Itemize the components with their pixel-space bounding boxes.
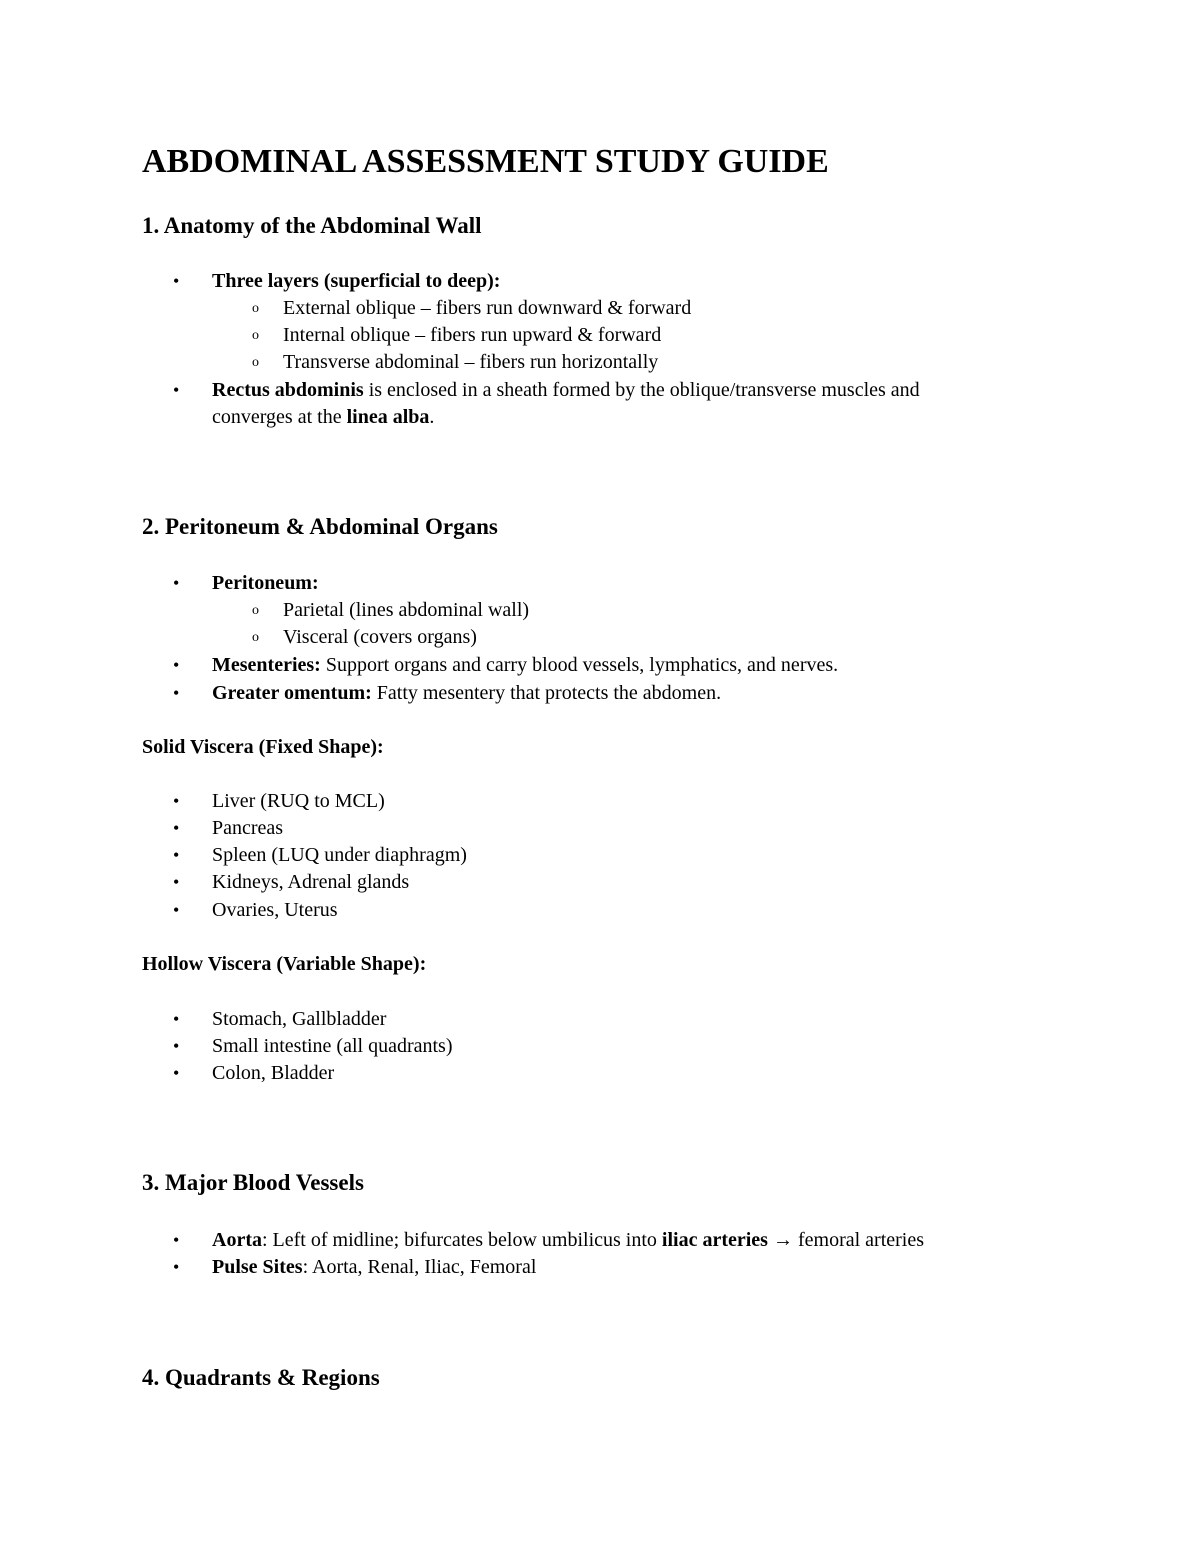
peritoneum-item: Visceral (covers organs): [283, 626, 477, 648]
document-title: ABDOMINAL ASSESSMENT STUDY GUIDE: [142, 143, 829, 180]
rectus-line-2: converges at the linea alba.: [212, 406, 435, 428]
rectus-line-1: Rectus abdominis is enclosed in a sheath formed by the oblique/transverse muscles and: [212, 379, 920, 401]
bullet-icon: •: [173, 1063, 180, 1083]
bullet-icon: •: [173, 1036, 180, 1056]
sub-bullet-icon: o: [252, 301, 259, 316]
peritoneum-item: Parietal (lines abdominal wall): [283, 599, 530, 621]
bullet-icon: •: [173, 573, 180, 593]
sub-bullet-icon: o: [252, 328, 259, 343]
aorta-line: Aorta: Left of midline; bifurcates below umbilicus into iliac arteries → femoral arteries: [212, 1229, 925, 1251]
bullet-icon: •: [173, 791, 180, 811]
bullet-icon: •: [173, 1230, 180, 1250]
mesenteries-line: Mesenteries: Support organs and carry blood vessels, lymphatics, and nerves.: [212, 654, 839, 676]
section-2-heading: 2. Peritoneum & Abdominal Organs: [142, 514, 498, 539]
section-1-heading: 1. Anatomy of the Abdominal Wall: [142, 213, 482, 238]
bullet-icon: •: [173, 872, 180, 892]
sub-bullet-icon: o: [252, 603, 259, 618]
bullet-icon: •: [173, 683, 180, 703]
omentum-line: Greater omentum: Fatty mesentery that protects the abdomen.: [212, 682, 722, 704]
hollow-viscera-item: Small intestine (all quadrants): [212, 1035, 453, 1057]
solid-viscera-heading: Solid Viscera (Fixed Shape):: [142, 736, 384, 758]
bullet-icon: •: [173, 655, 180, 675]
layer-item: Internal oblique – fibers run upward & forward: [283, 324, 662, 346]
section-4-heading: 4. Quadrants & Regions: [142, 1365, 380, 1390]
hollow-viscera-heading: Hollow Viscera (Variable Shape):: [142, 953, 427, 975]
section-3-heading: 3. Major Blood Vessels: [142, 1170, 364, 1195]
layer-item: External oblique – fibers run downward & forward: [283, 297, 692, 319]
sub-bullet-icon: o: [252, 630, 259, 645]
solid-viscera-item: Spleen (LUQ under diaphragm): [212, 844, 467, 866]
hollow-viscera-item: Colon, Bladder: [212, 1062, 335, 1084]
solid-viscera-item: Kidneys, Adrenal glands: [212, 871, 410, 893]
bullet-icon: •: [173, 818, 180, 838]
pulse-sites-line: Pulse Sites: Aorta, Renal, Iliac, Femoral: [212, 1256, 537, 1278]
hollow-viscera-item: Stomach, Gallbladder: [212, 1008, 387, 1030]
peritoneum-label: Peritoneum:: [212, 572, 319, 594]
layer-item: Transverse abdominal – fibers run horizontally: [283, 351, 659, 373]
layers-label: Three layers (superficial to deep):: [212, 270, 501, 292]
bullet-icon: •: [173, 271, 180, 291]
bullet-icon: •: [173, 380, 180, 400]
bullet-icon: •: [173, 1257, 180, 1277]
solid-viscera-item: Ovaries, Uterus: [212, 899, 338, 921]
bullet-icon: •: [173, 1009, 180, 1029]
solid-viscera-item: Liver (RUQ to MCL): [212, 790, 385, 812]
sub-bullet-icon: o: [252, 355, 259, 370]
bullet-icon: •: [173, 845, 180, 865]
solid-viscera-item: Pancreas: [212, 817, 284, 839]
bullet-icon: •: [173, 900, 180, 920]
